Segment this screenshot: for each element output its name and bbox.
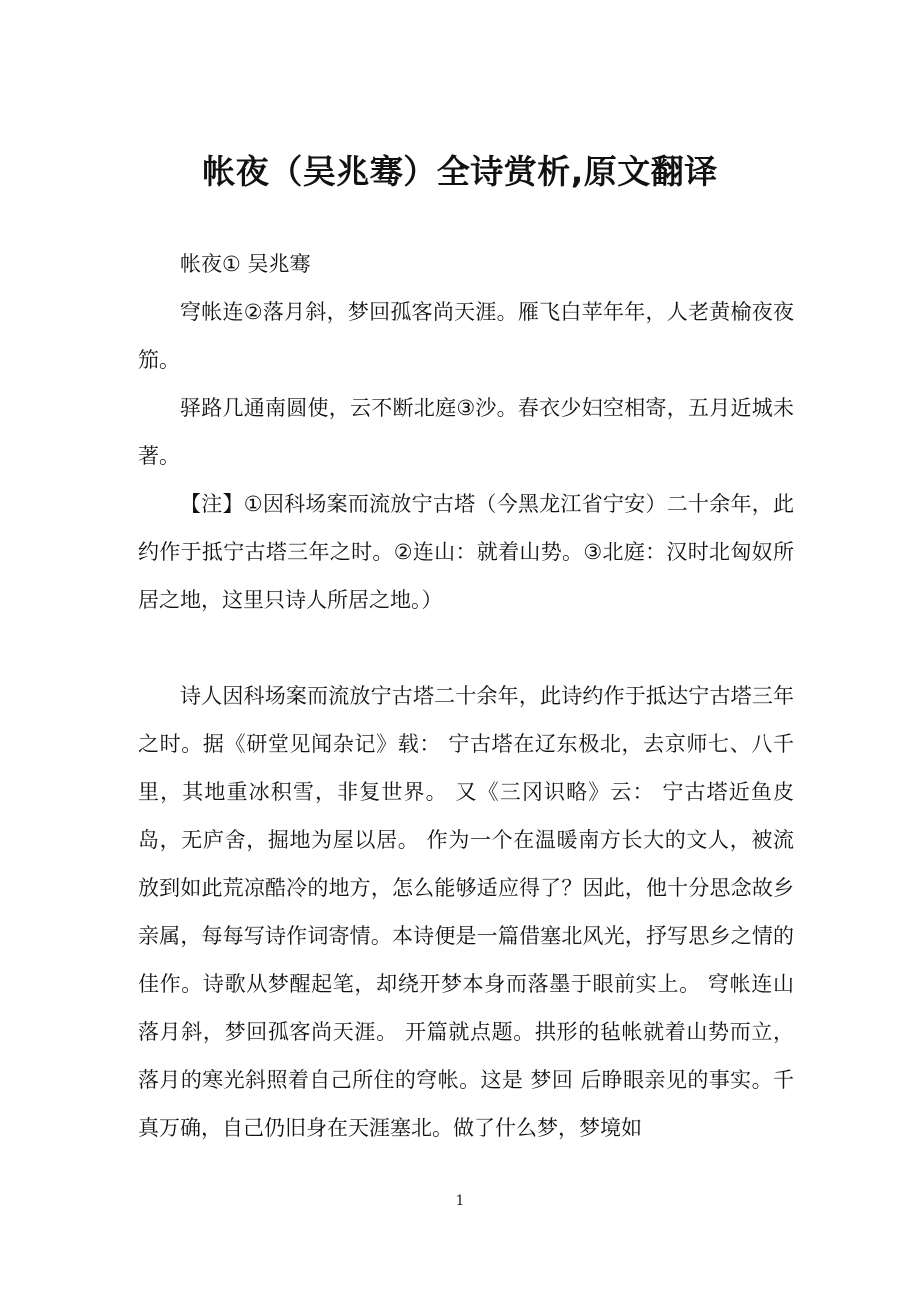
page-number: 1 [455, 1193, 465, 1209]
poem-heading: 帐夜① 吴兆骞 [180, 252, 311, 276]
annotation-notes: 【注】①因科场案而流放宁古塔（今黑龙江省宁安）二十余年，此约作于抵宁古塔三年之时。②连山：就着山势。③北庭：汉时北匈奴所居之地，这里只诗人所居之地。） [138, 492, 794, 612]
poem-line-2: 驿路几通南圆使，云不断北庭③沙。春衣少妇空相寄，五月近城未著。 [138, 396, 794, 468]
page-title: 帐夜（吴兆骞）全诗赏析,原文翻译 [202, 152, 718, 192]
poem-line-1: 穹帐连②落月斜，梦回孤客尚天涯。雁飞白苹年年，人老黄榆夜夜笳。 [138, 300, 794, 372]
document-body [138, 240, 794, 1152]
analysis-paragraph: 诗人因科场案而流放宁古塔二十余年，此诗约作于抵达宁古塔三年之时。据《研堂见闻杂记》载： 宁古塔在辽东极北，去京师七、八千里，其地重冰积雪，非复世界。 又《三冈识略》云： 宁古塔近鱼皮岛，无庐舍，掘地为屋以居。 作为一个在温暖南方长大的文人，被流放到如此荒凉酷冷的地方，怎么能够适应得了？因此，他十分思念故乡亲属，每每写诗作词寄情。本诗便是一篇借塞北风光，抒写思乡之情的佳作。诗歌从梦醒起笔，却绕开梦本身而落墨于眼前实上。 穹帐连山落月斜，梦回孤客尚天涯。 开篇就点题。拱形的毡帐就着山势而立，落月的寒光斜照着自己所住的穹帐。这是 梦回 后睁眼亲见的事实。千真万确，自己仍旧身在天涯塞北。做了什么梦，梦境如 [138, 684, 794, 1140]
